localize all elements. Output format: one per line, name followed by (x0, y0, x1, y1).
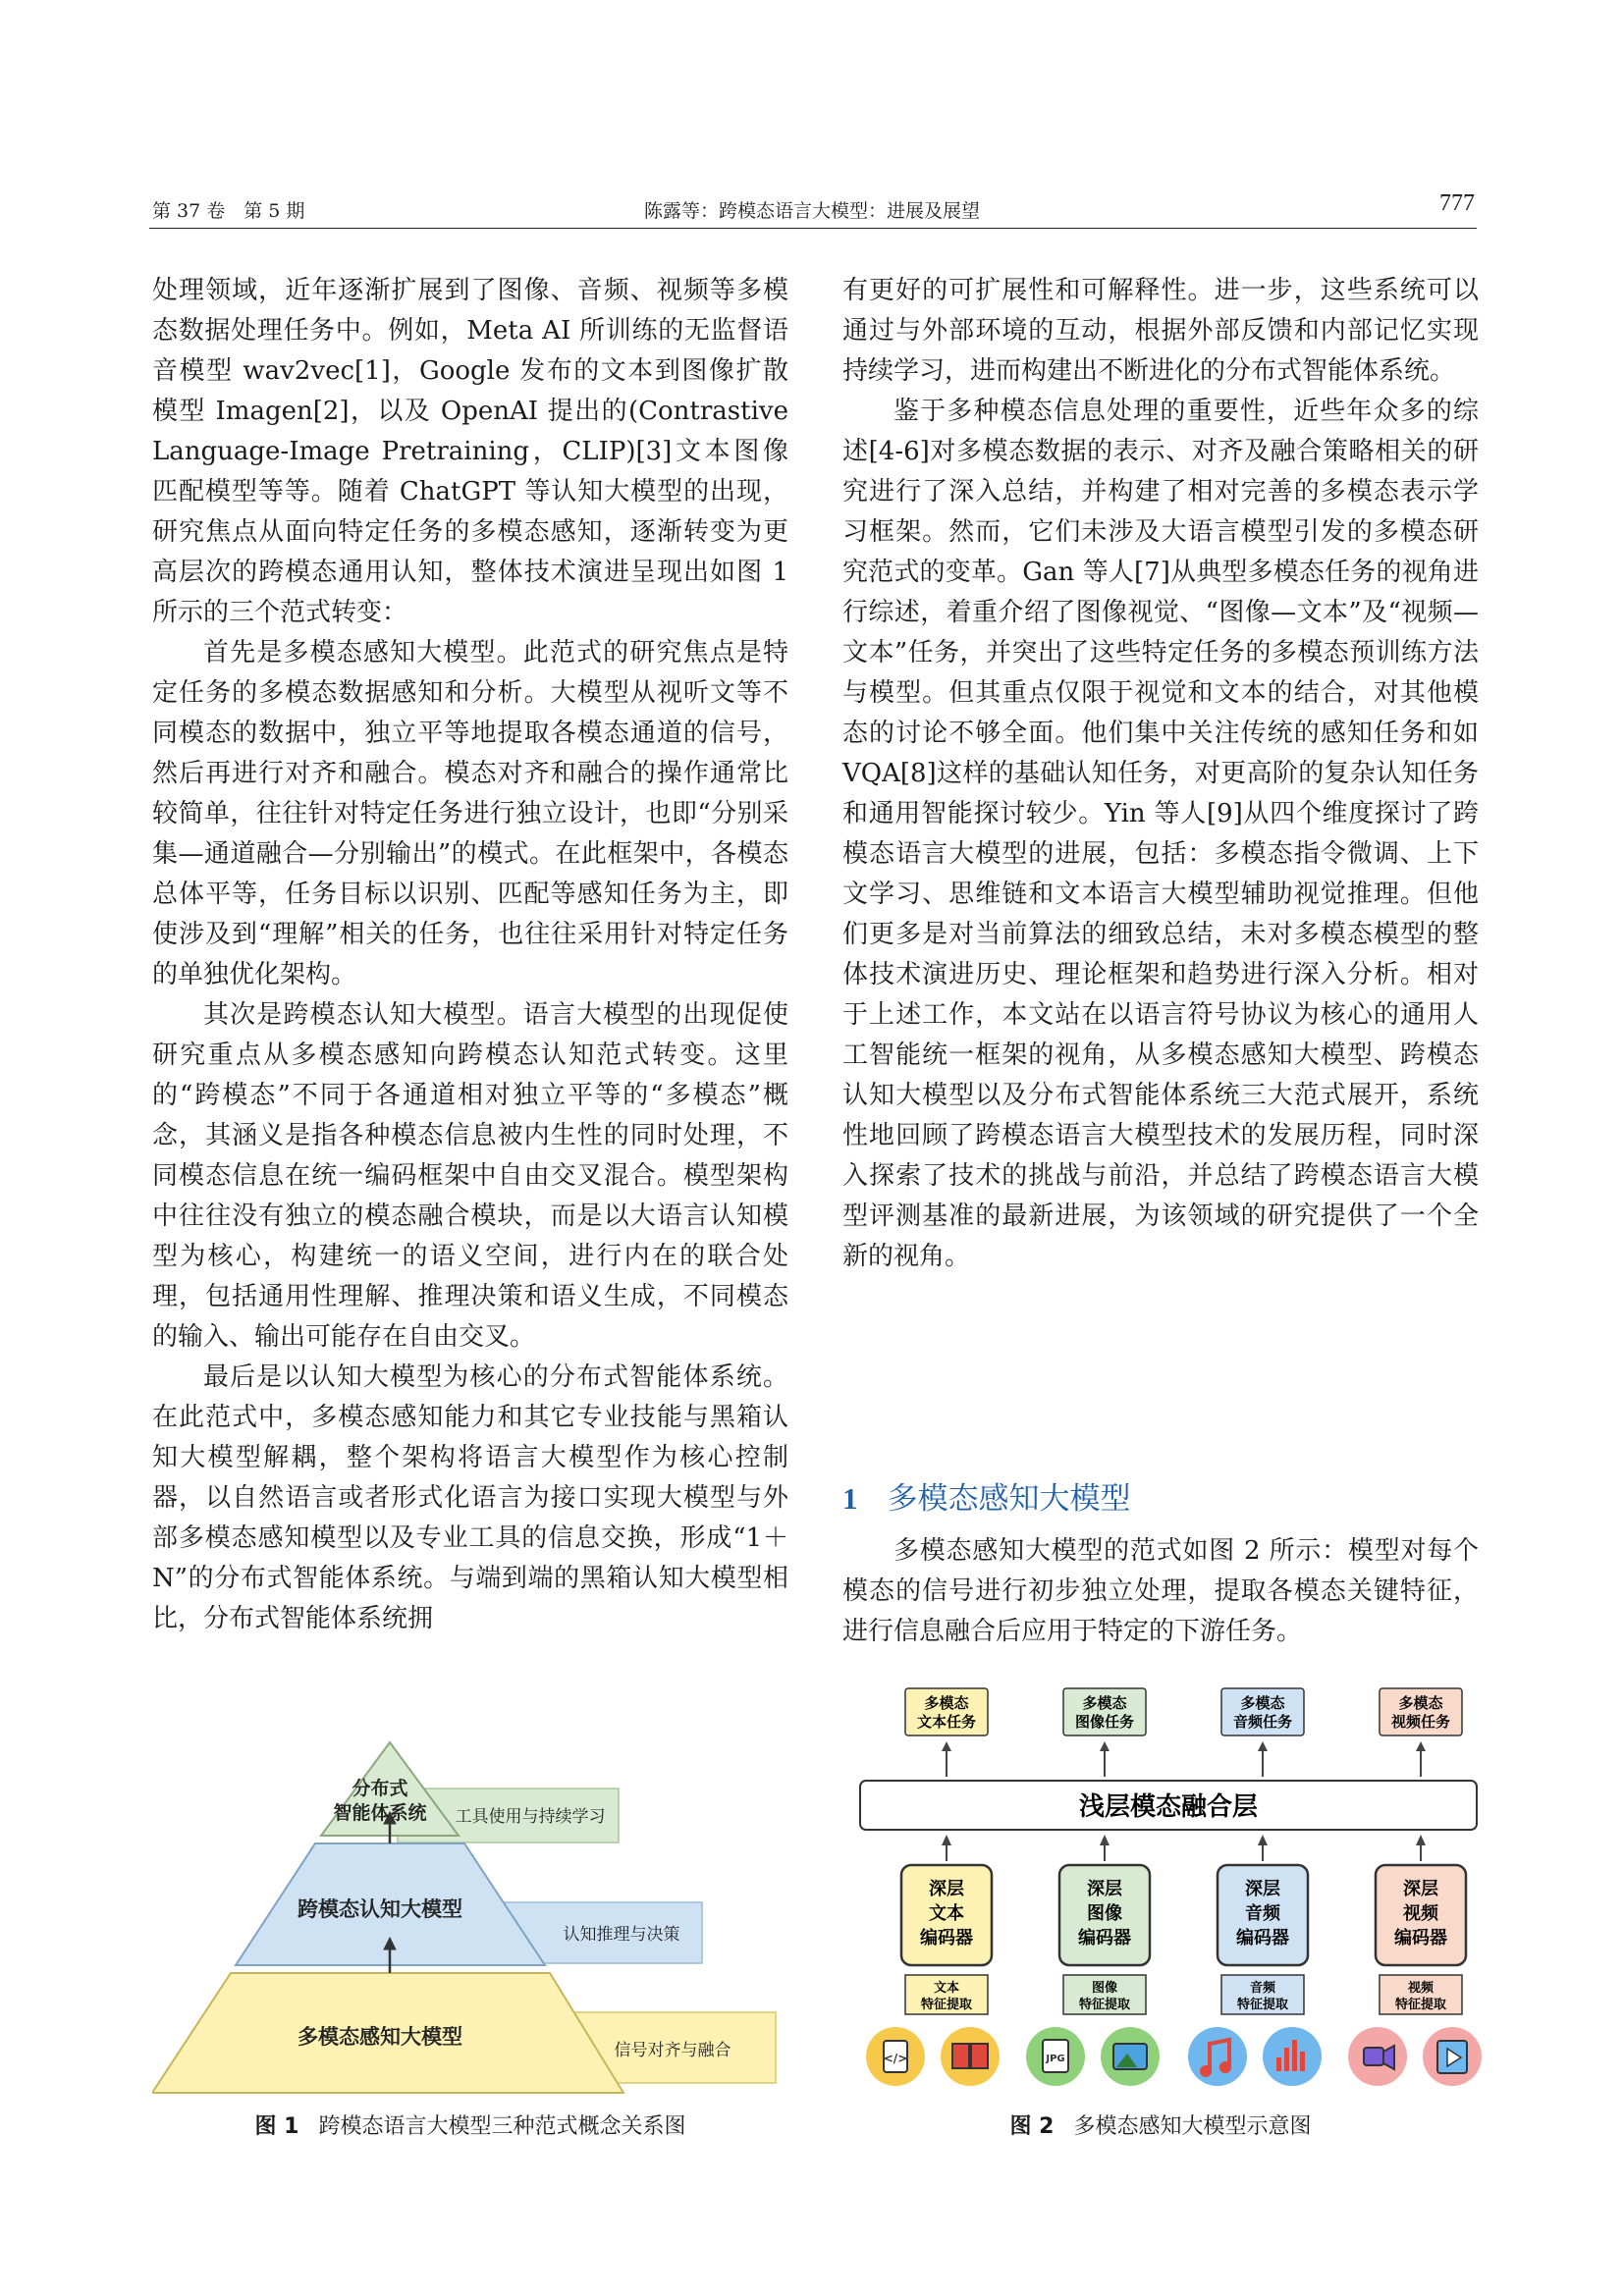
music-note-icon (1188, 2027, 1247, 2086)
video-file-icon (1423, 2027, 1482, 2086)
image-gallery-icon (1101, 2027, 1160, 2086)
task-label: 多模态 (1398, 1694, 1443, 1712)
tier-top-side-label: 工具使用与持续学习 (455, 1807, 606, 1827)
task-label: 图像任务 (1074, 1713, 1135, 1731)
encoder-label: 深层 (929, 1879, 964, 1899)
feature-label: 特征提取 (1236, 1998, 1289, 2012)
tier-bot-label: 多模态感知大模型 (298, 2025, 462, 2049)
header-rule (149, 228, 1477, 229)
encoder-label: 文本 (929, 1903, 964, 1924)
section-number: 1 (842, 1481, 858, 1516)
task-label: 多模态 (1082, 1694, 1127, 1712)
jpg-file-icon (1026, 2027, 1085, 2086)
caption-number: 图 2 (1009, 2114, 1055, 2139)
fusion-layer-label: 浅层模态融合层 (1078, 1792, 1259, 1822)
feature-label: 特征提取 (1394, 1998, 1447, 2012)
svg-text:JPG: JPG (1046, 2054, 1065, 2064)
video-camera-icon (1348, 2027, 1407, 2086)
paragraph: 多模态感知大模型的范式如图 2 所示：模型对每个模态的信号进行初步独立处理，提取各模态关键特征，进行信息融合后应用于特定的下游任务。 (842, 1536, 1479, 1646)
figure-1-pyramid (152, 1737, 788, 2101)
running-title: 陈露等：跨模态语言大模型：进展及展望 (643, 200, 980, 222)
arrow-up-icon (942, 1835, 1426, 1861)
tier-mid-side-label: 认知推理与决策 (563, 1925, 680, 1945)
paragraph: 有更好的可扩展性和可解释性。进一步，这些系统可以通过与外部环境的互动，根据外部反馈和内部记忆实现持续学习，进而构建出不断进化的分布式智能体系统。 (842, 276, 1479, 386)
audio-bars-icon (1263, 2027, 1322, 2086)
caption-text: 跨模态语言大模型三种范式概念关系图 (318, 2114, 686, 2139)
paragraph: 首先是多模态感知大模型。此范式的研究焦点是特定任务的多模态数据感知和分析。大模型从视听文等不同模态的数据中，独立平等地提取各模态通道的信号，然后再进行对齐和融合。模态对齐和融合的操作通常比较简单，往往针对特定任务进行独立设计，也即“分别采集—通道融合—分别输出”的模式。在此框架中，各模态总体平等，任务目标以识别、匹配等感知任务为主，即使涉及到“理解”相关的任务，也往往采用针对特定任务的单独优化架构。 (152, 638, 788, 989)
tier-top-label-2: 智能体系统 (333, 1802, 427, 1824)
section-heading (842, 1473, 1131, 1518)
feature-label: 视频 (1407, 1981, 1435, 1996)
book-icon (941, 2027, 1000, 2086)
encoder-label: 编码器 (920, 1928, 973, 1949)
encoder-label: 深层 (1087, 1879, 1122, 1899)
right-column (842, 271, 1479, 1277)
figure-2-caption (842, 2109, 1479, 2140)
code-file-icon (866, 2027, 925, 2086)
task-boxes (905, 1688, 1462, 1735)
paragraph: 最后是以认知大模型为核心的分布式智能体系统。在此范式中，多模态感知能力和其它专业技能与黑箱认知大模型解耦，整个架构将语言大模型作为核心控制器，以自然语言或者形式化语言为接口实现大模型与外部多模态感知模型以及专业工具的信息交换，形成“1＋N”的分布式智能体系统。与端到端的黑箱认知大模型相比，分布式智能体系统拥 (152, 1362, 788, 1633)
encoder-label: 编码器 (1078, 1928, 1131, 1949)
task-label: 视频任务 (1390, 1713, 1451, 1731)
encoder-label: 深层 (1245, 1879, 1280, 1899)
task-label: 多模态 (1240, 1694, 1285, 1712)
paragraph: 其次是跨模态认知大模型。语言大模型的出现促使研究重点从多模态感知向跨模态认知范式转变。这里的“跨模态”不同于各通道相对独立平等的“多模态”概念，其涵义是指各种模态信息被内生性的同时处理，不同模态信息在统一编码框架中自由交叉混合。模型架构中往往没有独立的模态融合模块，而是以大语言认知模型为核心，构建统一的语义空间，进行内在的联合处理，包括通用性理解、推理决策和语义生成，不同模态的输入、输出可能存在自由交叉。 (152, 1000, 788, 1352)
section-title: 多模态感知大模型 (887, 1481, 1131, 1517)
encoder-label: 音频 (1245, 1903, 1280, 1924)
arrow-up-icon (942, 1741, 1426, 1777)
task-label: 音频任务 (1232, 1713, 1293, 1731)
right-column-continued (842, 1531, 1479, 1652)
svg-text:</>: </> (883, 2052, 908, 2065)
feature-label: 图像 (1091, 1981, 1118, 1996)
tier-mid-label: 跨模态认知大模型 (298, 1897, 462, 1921)
task-label: 文本任务 (916, 1713, 977, 1731)
tier-top-label-1: 分布式 (352, 1778, 408, 1799)
caption-text: 多模态感知大模型示意图 (1073, 2114, 1312, 2139)
encoder-label: 编码器 (1236, 1928, 1289, 1949)
figure-2-diagram (854, 1686, 1483, 2099)
tier-bot-side-label: 信号对齐与融合 (614, 2041, 731, 2060)
encoder-label: 深层 (1403, 1879, 1438, 1899)
journal-volume-issue: 第 37 卷 第 5 期 (152, 200, 305, 222)
caption-number: 图 1 (254, 2114, 299, 2139)
task-label: 多模态 (924, 1694, 969, 1712)
page-number: 777 (1439, 190, 1475, 216)
figure-1-caption (152, 2109, 788, 2140)
feature-label: 音频 (1249, 1981, 1276, 1996)
feature-label: 特征提取 (1078, 1998, 1131, 2012)
encoder-label: 编码器 (1394, 1928, 1447, 1949)
left-column (152, 271, 788, 1639)
feature-label: 文本 (933, 1981, 960, 1996)
encoder-label: 图像 (1087, 1903, 1122, 1924)
paragraph: 处理领域，近年逐渐扩展到了图像、音频、视频等多模态数据处理任务中。例如，Meta AI 所训练的无监督语音模型 wav2vec[1]，Google 发布的文本到图像扩散模型 Imagen[2]，以及 OpenAI 提出的(Contrastive Language-Image Pretraining，CLIP)[3]文本图像匹配模型等等。随着 ChatGPT 等认知大模型的出现，研究焦点从面向特定任务的多模态感知，逐渐转变为更高层次的跨模态通用认知，整体技术演进呈现出如图 1 所示的三个范式转变： (152, 276, 788, 627)
encoder-label: 视频 (1403, 1903, 1438, 1924)
feature-label: 特征提取 (920, 1998, 973, 2012)
paragraph: 鉴于多种模态信息处理的重要性，近些年众多的综述[4-6]对多模态数据的表示、对齐及融合策略相关的研究进行了深入总结，并构建了相对完善的多模态表示学习框架。然而，它们未涉及大语言模型引发的多模态研究范式的变革。Gan 等人[7]从典型多模态任务的视角进行综述，着重介绍了图像视觉、“图像—文本”及“视频—文本”任务，并突出了这些特定任务的多模态预训练方法与模型。但其重点仅限于视觉和文本的结合，对其他模态的讨论不够全面。他们集中关注传统的感知任务和如 VQA[8]这样的基础认知任务，对更高阶的复杂认知任务和通用智能探讨较少。Yin 等人[9]从四个维度探讨了跨模态语言大模型的进展，包括：多模态指令微调、上下文学习、思维链和文本语言大模型辅助视觉推理。但他们更多是对当前算法的细致总结，未对多模态模型的整体技术演进历史、理论框架和趋势进行深入分析。相对于上述工作，本文站在以语言符号协议为核心的通用人工智能统一框架的视角，从多模态感知大模型、跨模态认知大模型以及分布式智能体系统三大范式展开，系统性地回顾了跨模态语言大模型技术的发展历程，同时深入探索了技术的挑战与前沿，并总结了跨模态语言大模型评测基准的最新进展，为该领域的研究提供了一个全新的视角。 (842, 397, 1479, 1271)
